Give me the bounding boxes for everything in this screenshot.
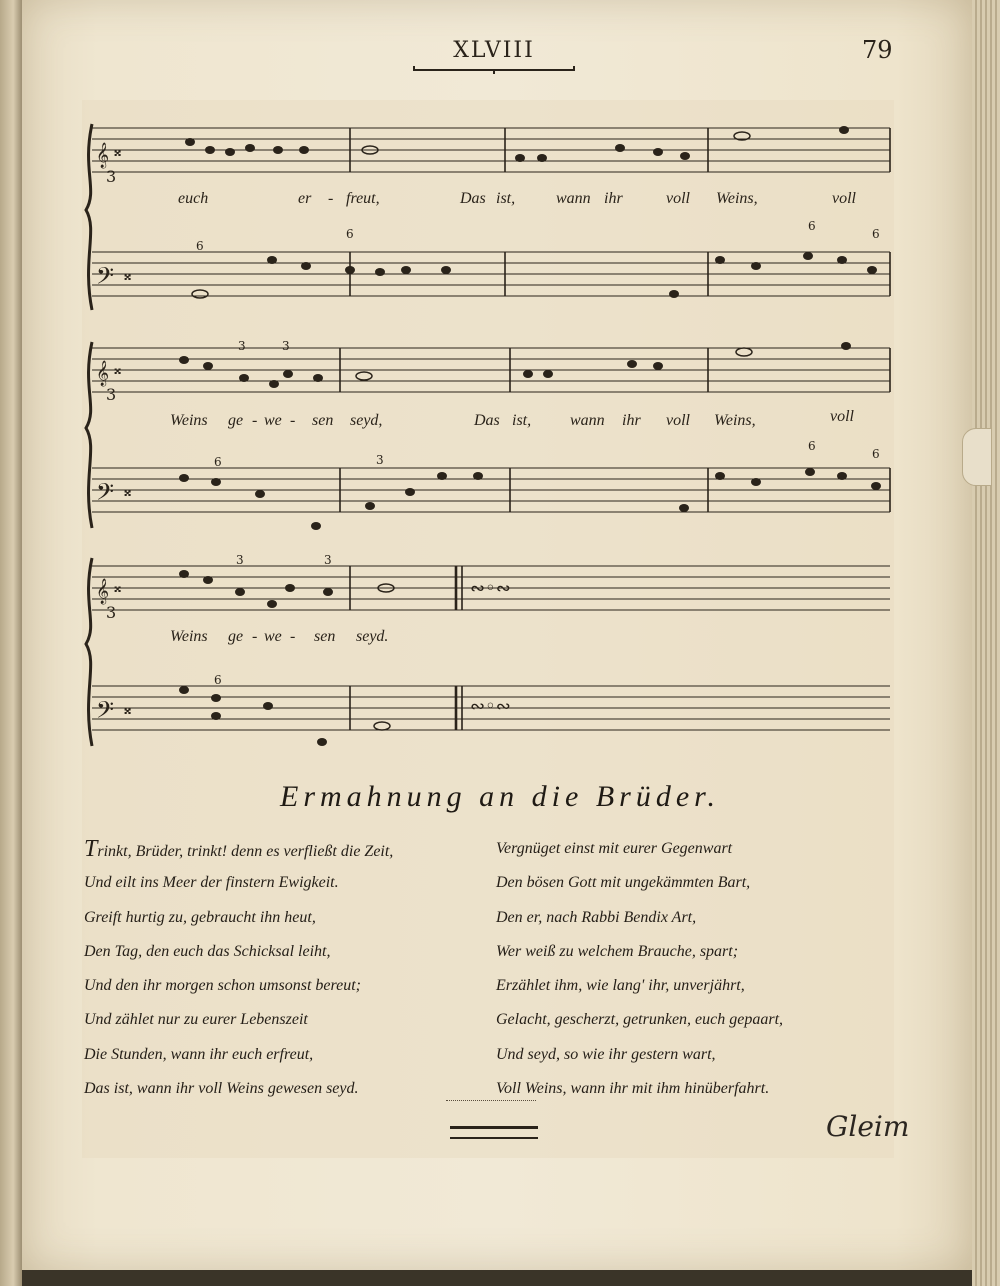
lyric-word: Das [460, 190, 486, 207]
lyric-word: Das [474, 412, 500, 429]
svg-text:𝄪: 𝄪 [114, 359, 122, 378]
verse-line: Und eilt ins Meer der finstern Ewigkeit. [84, 874, 339, 892]
figure: 6 [196, 239, 204, 253]
svg-text:3: 3 [106, 167, 117, 186]
lyric-word: we [264, 628, 282, 645]
figure: 3 [324, 553, 332, 567]
page-number: 79 [862, 36, 893, 64]
figure: 3 [236, 553, 244, 567]
section-number: XLVIII [453, 38, 535, 63]
verse-line: Den Tag, den euch das Schicksal leiht, [84, 942, 331, 960]
svg-text:𝄞: 𝄞 [96, 143, 110, 168]
dotted-rule [446, 1100, 536, 1101]
lyric-word: - [252, 628, 258, 645]
lyric-word: Weins [170, 412, 208, 429]
lyric-word: ge [228, 412, 244, 429]
lyric-word: wann [556, 190, 591, 207]
figure: 6 [214, 455, 222, 469]
verse-line: Und seyd, so wie ihr gestern wart, [496, 1045, 716, 1063]
lyric-word: sen [312, 412, 334, 429]
lyric-word: voll [832, 190, 856, 207]
svg-text:𝄪: 𝄪 [124, 699, 132, 718]
verse-line: Vergnüget einst mit eurer Gegenwart [496, 840, 733, 857]
figure: 6 [808, 219, 816, 233]
verse-line: Gelacht, gescherzt, getrunken, euch gepaart, [496, 1011, 784, 1029]
svg-text:3: 3 [106, 603, 117, 622]
book-spine [0, 0, 22, 1286]
verse-line: Und den ihr morgen schon umsonst bereut; [84, 977, 362, 995]
svg-text:𝄢: 𝄢 [96, 262, 115, 295]
lyric-word: euch [178, 190, 209, 207]
lyric-word: - [252, 412, 258, 429]
lyric-word: we [264, 412, 282, 429]
lyric-word: voll [830, 408, 854, 425]
lyric-word: seyd, [350, 412, 383, 429]
figure: 6 [346, 227, 354, 241]
lyric-word: - [328, 190, 334, 207]
svg-text:𝄞: 𝄞 [96, 361, 110, 386]
lyric-word: Weins [170, 628, 208, 645]
svg-text:𝄢: 𝄢 [96, 478, 115, 511]
svg-text:𝄪: 𝄪 [124, 481, 132, 500]
section-bracket [412, 64, 576, 76]
figure: 6 [872, 447, 880, 461]
lyric-word: Weins, [714, 412, 756, 429]
lyric-word: ihr [604, 190, 623, 207]
brace-system-2 [86, 342, 92, 528]
lyric-word: sen [314, 628, 336, 645]
verse-line: Trinkt, Brüder, trinkt! denn es verfließt die Zeit, [84, 836, 394, 862]
figure: 6 [808, 439, 816, 453]
page-edges [972, 0, 1000, 1286]
end-rule [450, 1126, 538, 1139]
author-signature: Gleim [826, 1110, 910, 1143]
verse-line: Wer weiß zu welchem Brauche, spart; [496, 942, 739, 960]
lyric-word: voll [666, 190, 690, 207]
poem-right-column [496, 832, 783, 1106]
svg-text:∾◦∾: ∾◦∾ [470, 696, 511, 717]
verse-line: Den er, nach Rabbi Bendix Art, [496, 908, 697, 926]
poem-title: Ermahnung an die Brüder. [280, 780, 720, 813]
figure: 3 [282, 339, 290, 353]
verse-line: Den bösen Gott mit ungekämmten Bart, [496, 874, 751, 892]
lyric-word: - [290, 628, 296, 645]
figured-bass [196, 219, 880, 687]
verse-line: Das ist, wann ihr voll Weins gewesen seyd. [84, 1080, 359, 1098]
figure: 6 [214, 673, 222, 687]
lyric-word: - [290, 412, 296, 429]
lyric-word: er [298, 190, 312, 207]
svg-text:3: 3 [106, 385, 117, 404]
svg-text:∾◦∾: ∾◦∾ [470, 578, 511, 599]
poem-left-column [84, 832, 393, 1106]
page-tab [962, 428, 992, 486]
verse-line: Greift hurtig zu, gebraucht ihn heut, [84, 908, 316, 926]
lyric-word: ist, [496, 190, 516, 207]
lyric-word: wann [570, 412, 605, 429]
figure: 3 [376, 453, 384, 467]
figure: 3 [238, 339, 246, 353]
lyric-word: freut, [346, 190, 380, 207]
lyric-word: seyd. [356, 628, 389, 645]
brace-system-3 [86, 558, 92, 746]
figure: 6 [872, 227, 880, 241]
svg-text:𝄪: 𝄪 [114, 141, 122, 160]
lyric-word: ihr [622, 412, 641, 429]
brace-system-1 [86, 124, 92, 310]
lyric-word: ist, [512, 412, 532, 429]
lyric-word: ge [228, 628, 244, 645]
verse-line: Die Stunden, wann ihr euch erfreut, [84, 1045, 314, 1063]
svg-text:𝄢: 𝄢 [96, 696, 115, 729]
verse-line: Voll Weins, wann ihr mit ihm hinüberfahrt. [496, 1080, 770, 1098]
verse-line: Und zählet nur zu eurer Lebenszeit [84, 1011, 308, 1029]
svg-text:𝄞: 𝄞 [96, 579, 110, 604]
lyric-word: Weins, [716, 190, 758, 207]
svg-text:𝄪: 𝄪 [114, 577, 122, 596]
svg-text:𝄪: 𝄪 [124, 265, 132, 284]
lyric-word: voll [666, 412, 690, 429]
verse-line: Erzählet ihm, wie lang' ihr, unverjährt, [496, 977, 745, 995]
